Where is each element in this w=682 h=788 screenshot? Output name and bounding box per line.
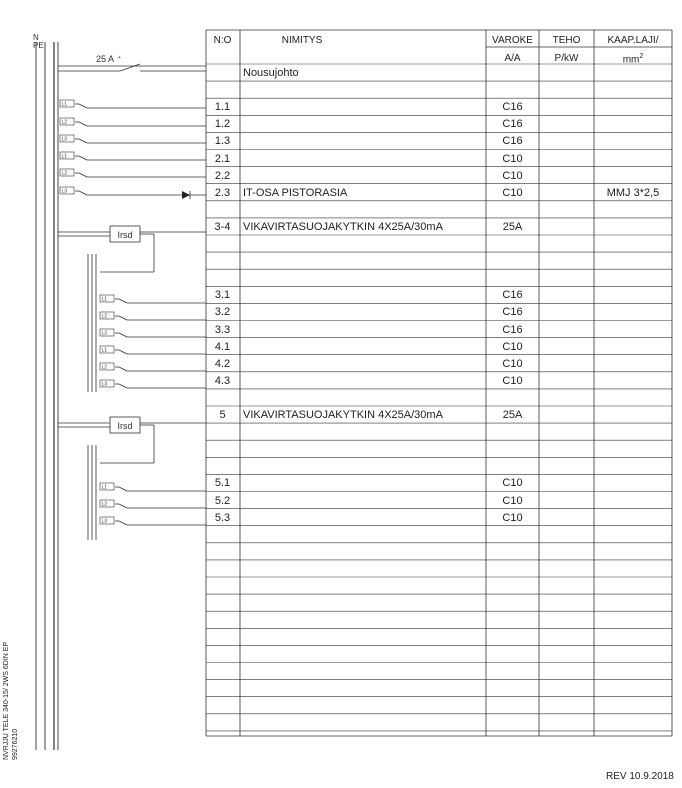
row-25-no: 5.2 xyxy=(214,494,231,507)
row-24-no: 5.1 xyxy=(214,477,231,490)
row-2-no: 1.1 xyxy=(214,101,231,114)
row-3-no: 1.2 xyxy=(214,118,231,131)
header-cable: KAAP.LAJI/ xyxy=(607,35,659,46)
breaker-g3-0-label: L1 xyxy=(101,484,108,491)
row-9-no: 3-4 xyxy=(214,220,231,233)
row-7-fuse: C10 xyxy=(502,186,523,199)
breaker-g2-3-blade xyxy=(119,350,127,354)
breaker-g3-2-blade xyxy=(119,521,127,525)
breaker-g1-0-label: L1 xyxy=(61,101,68,108)
row-14-no: 3.2 xyxy=(214,306,231,319)
subheader-cable-unit: mm xyxy=(622,54,640,66)
subheader-cable xyxy=(595,53,671,65)
row-5-fuse: C10 xyxy=(502,152,523,165)
row-26-fuse: C10 xyxy=(502,511,523,524)
breaker-g3-0-blade xyxy=(119,487,127,491)
row-9-fuse: 25A xyxy=(502,220,523,233)
it-socket-icon xyxy=(182,191,190,199)
row-18-fuse: C10 xyxy=(502,374,523,387)
row-2-fuse: C16 xyxy=(502,101,523,114)
side-text-code: 99276210 xyxy=(12,728,19,760)
breaker-g1-4-label: L2 xyxy=(61,170,68,177)
header-name: NIMITYS xyxy=(281,35,323,46)
row-17-fuse: C10 xyxy=(502,357,523,370)
row-7-cable: MMJ 3*2,5 xyxy=(606,186,660,199)
breaker-g2-4-blade xyxy=(119,367,127,371)
breaker-g2-2-blade xyxy=(119,333,127,337)
breaker-g1-4-blade xyxy=(79,173,87,177)
revision-label: REV 10.9.2018 xyxy=(606,771,674,782)
breaker-g2-4-label: L2 xyxy=(101,364,108,371)
subheader-fuse: A/A xyxy=(504,53,521,64)
breaker-g3-1-label: L2 xyxy=(101,501,108,508)
breaker-g1-5-label: L3 xyxy=(61,188,68,195)
row-26-no: 5.3 xyxy=(214,511,231,524)
breaker-g1-2-label: L3 xyxy=(61,136,68,143)
row-13-no: 3.1 xyxy=(214,289,231,302)
row-6-no: 2.2 xyxy=(214,169,231,182)
row-4-no: 1.3 xyxy=(214,135,231,148)
row-9-name: VIKAVIRTASUOJAKYTKIN 4X25A/30mA xyxy=(243,220,443,233)
row-15-fuse: C16 xyxy=(502,323,523,336)
breaker-g1-1-blade xyxy=(79,122,87,126)
row-20-fuse: 25A xyxy=(502,409,523,421)
row-7-no: 2.3 xyxy=(214,186,231,199)
row-24-fuse: C10 xyxy=(502,477,523,490)
breaker-g1-0-blade xyxy=(79,104,87,108)
breaker-g2-1-blade xyxy=(119,316,127,320)
main-fuse-label: 25 A xyxy=(95,54,115,64)
header-no: N:O xyxy=(213,35,232,46)
side-text-device: NVRJJU TELE 340-15/ 2WS 6DIN EP xyxy=(3,641,10,760)
row-6-fuse: C10 xyxy=(502,169,523,182)
breaker-g2-0-blade xyxy=(119,299,127,303)
row-16-no: 4.1 xyxy=(214,340,231,353)
breaker-g2-1-label: L2 xyxy=(101,313,108,320)
breaker-g2-3-label: L1 xyxy=(101,347,108,354)
row-15-no: 3.3 xyxy=(214,323,231,336)
row-20-no: 5 xyxy=(219,409,226,421)
breaker-g1-2-blade xyxy=(79,139,87,143)
row-17-no: 4.2 xyxy=(214,357,231,370)
row-3-fuse: C16 xyxy=(502,118,523,131)
breaker-g3-2-label: L3 xyxy=(101,518,108,525)
breaker-g1-1-label: L2 xyxy=(61,119,68,126)
subheader-cable-exp: 2 xyxy=(639,53,644,60)
breaker-g2-5-label: L3 xyxy=(101,381,108,388)
row-25-fuse: C10 xyxy=(502,494,523,507)
row-5-no: 2.1 xyxy=(214,152,231,165)
breaker-g1-3-blade xyxy=(79,156,87,160)
row-20-name: VIKAVIRTASUOJAKYTKIN 4X25A/30mA xyxy=(243,409,443,421)
breaker-g1-5-blade xyxy=(79,191,87,195)
subheader-power: P/kW xyxy=(554,53,579,64)
breaker-g2-0-label: L1 xyxy=(101,296,108,303)
row-7-name: IT-OSA PISTORASIA xyxy=(243,186,348,199)
rcd-2-label: Irsd xyxy=(117,421,133,431)
row-4-fuse: C16 xyxy=(502,135,523,148)
row-16-fuse: C10 xyxy=(502,340,523,353)
header-power: TEHO xyxy=(552,35,581,46)
main-fuse-arrow-mark: + xyxy=(118,55,121,61)
bus-label-n: N xyxy=(33,33,39,42)
breaker-g3-1-blade xyxy=(119,504,127,508)
bus-label-pe: PE xyxy=(33,41,44,50)
row-0-name: Nousujohto xyxy=(243,67,299,79)
row-13-fuse: C16 xyxy=(502,289,523,302)
breaker-g2-5-blade xyxy=(119,384,127,388)
breaker-g1-3-label: L1 xyxy=(61,153,68,160)
breaker-g2-2-label: L3 xyxy=(101,330,108,337)
header-fuse: VAROKE xyxy=(492,35,533,46)
main-switch-blade xyxy=(120,64,140,71)
row-18-no: 4.3 xyxy=(214,374,231,387)
row-14-fuse: C16 xyxy=(502,306,523,319)
rcd-1-label: Irsd xyxy=(117,230,133,240)
